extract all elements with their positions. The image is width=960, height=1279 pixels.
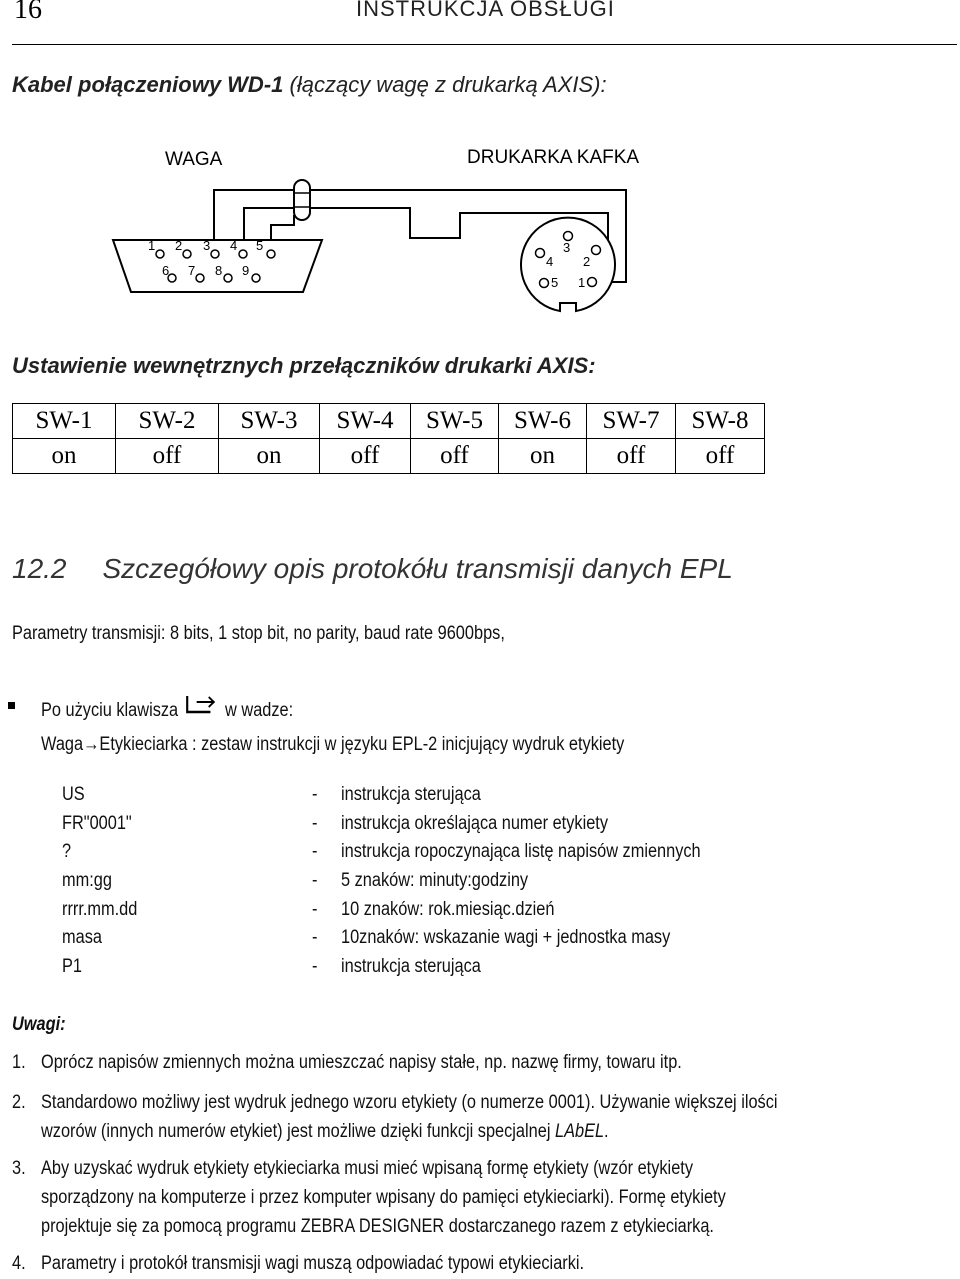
db9-pin-3-label: 3 bbox=[203, 238, 211, 253]
cable-title-bold: Kabel połączeniowy WD-1 bbox=[12, 72, 284, 97]
bullet-marker bbox=[8, 702, 15, 709]
din-pin-3-label: 3 bbox=[563, 240, 571, 255]
note-italic-term: LAbEL bbox=[554, 1121, 605, 1142]
switch-value: off bbox=[320, 439, 411, 474]
switch-table bbox=[12, 403, 765, 474]
note-tail: . bbox=[604, 1121, 609, 1142]
command-term: FR"0001" bbox=[62, 813, 132, 834]
command-desc: instrukcja określająca numer etykiety bbox=[341, 813, 609, 834]
key-usage-line bbox=[41, 692, 293, 722]
din-pin-5-label: 5 bbox=[551, 275, 559, 290]
command-dash: - bbox=[312, 899, 318, 920]
command-desc: 10znaków: wskazanie wagi + jednostka masy bbox=[341, 927, 671, 948]
db9-pin-9-label: 9 bbox=[242, 263, 250, 278]
switch-value: on bbox=[219, 439, 320, 474]
db9-pin-7-label: 7 bbox=[188, 263, 196, 278]
switch-value: off bbox=[116, 439, 219, 474]
note-text-line-with-italic bbox=[41, 1121, 609, 1143]
cable-title bbox=[12, 72, 607, 98]
switch-value: off bbox=[676, 439, 765, 474]
cable-shield bbox=[294, 180, 310, 220]
command-desc: instrukcja sterująca bbox=[341, 956, 481, 977]
din-pin-4-label: 4 bbox=[546, 254, 554, 269]
note-text-line: Parametry i protokół transmisji wagi muszą odpowiadać typowi etykieciarki. bbox=[41, 1253, 585, 1274]
note-text-line: projektuje się za pomocą programu ZEBRA DESIGNER dostarczanego razem z etykieciarką. bbox=[41, 1216, 714, 1237]
note-number: 1. bbox=[12, 1052, 26, 1073]
header-rule bbox=[12, 44, 957, 45]
note-number: 4. bbox=[12, 1253, 26, 1274]
switch-value: on bbox=[13, 439, 116, 474]
section-title: Szczegółowy opis protokółu transmisji danych EPL bbox=[102, 553, 733, 584]
flow-to: Etykieciarka : zestaw instrukcji w języku EPL-2 inicjujący wydruk etykiety bbox=[99, 734, 625, 755]
switch-value: off bbox=[411, 439, 499, 474]
switch-header: SW-6 bbox=[499, 404, 587, 439]
switch-header: SW-1 bbox=[13, 404, 116, 439]
section-number: 12.2 bbox=[12, 553, 67, 584]
command-term: ? bbox=[62, 841, 72, 862]
command-dash: - bbox=[312, 927, 318, 948]
db9-pin-4-label: 4 bbox=[230, 238, 238, 253]
switch-value-row bbox=[13, 439, 765, 474]
switch-header: SW-8 bbox=[676, 404, 765, 439]
note-number: 3. bbox=[12, 1158, 26, 1179]
command-dash: - bbox=[312, 841, 318, 862]
key-usage-post: w wadze: bbox=[225, 700, 294, 721]
note-text-line: sporządzony na komputerze i przez komputer wpisany do pamięci etykieciarki). Formę etykiety bbox=[41, 1187, 726, 1208]
label-drukarka: DRUKARKA KAFKA bbox=[467, 147, 640, 168]
switch-header-row bbox=[13, 404, 765, 439]
page-header-title: INSTRUKCJA OBSŁUGI bbox=[356, 0, 615, 21]
command-desc: instrukcja sterująca bbox=[341, 784, 481, 805]
switch-header: SW-4 bbox=[320, 404, 411, 439]
command-dash: - bbox=[312, 813, 318, 834]
command-term: US bbox=[62, 784, 85, 805]
command-dash: - bbox=[312, 870, 318, 891]
notes-title: Uwagi: bbox=[12, 1014, 66, 1035]
switch-header: SW-2 bbox=[116, 404, 219, 439]
switch-header: SW-5 bbox=[411, 404, 499, 439]
db9-pin-6-label: 6 bbox=[162, 263, 170, 278]
command-term: mm:gg bbox=[62, 870, 112, 891]
db9-pin-8-label: 8 bbox=[215, 263, 223, 278]
cable-title-rest: (łączący wagę z drukarką AXIS): bbox=[283, 72, 607, 97]
command-desc: 5 znaków: minuty:godziny bbox=[341, 870, 529, 891]
key-usage-pre: Po użyciu klawisza bbox=[41, 700, 179, 721]
command-desc: 10 znaków: rok.miesiąc.dzień bbox=[341, 899, 555, 920]
command-term: P1 bbox=[62, 956, 82, 977]
command-term: masa bbox=[62, 927, 102, 948]
db9-pin-1-label: 1 bbox=[148, 238, 156, 253]
din-pin-2-label: 2 bbox=[583, 254, 591, 269]
command-dash: - bbox=[312, 956, 318, 977]
note-text-line: Standardowo możliwy jest wydruk jednego wzoru etykiety (o numerze 0001). Używanie większej ilości bbox=[41, 1092, 778, 1113]
switch-value: on bbox=[499, 439, 587, 474]
switch-header: SW-3 bbox=[219, 404, 320, 439]
print-key-icon bbox=[184, 692, 218, 718]
switch-header: SW-7 bbox=[587, 404, 676, 439]
arrow-right-icon: → bbox=[83, 734, 100, 755]
transmission-params: Parametry transmisji: 8 bits, 1 stop bit, no parity, baud rate 9600bps, bbox=[12, 623, 505, 644]
section-heading bbox=[12, 553, 733, 585]
note-number: 2. bbox=[12, 1092, 26, 1113]
command-desc: instrukcja ropoczynająca listę napisów zmiennych bbox=[341, 841, 701, 862]
flow-line bbox=[41, 734, 624, 756]
db9-pin-2-label: 2 bbox=[175, 238, 183, 253]
db9-pin-5-label: 5 bbox=[256, 238, 264, 253]
switches-title: Ustawienie wewnętrznych przełączników drukarki AXIS: bbox=[12, 353, 596, 378]
label-waga: WAGA bbox=[165, 149, 223, 170]
din-pin-1-label: 1 bbox=[578, 275, 586, 290]
note-text-line: Aby uzyskać wydruk etykiety etykieciarka musi mieć wpisaną formę etykiety (wzór etykiety bbox=[41, 1158, 694, 1179]
command-dash: - bbox=[312, 784, 318, 805]
flow-from: Waga bbox=[41, 734, 84, 755]
note-text-line: wzorów (innych numerów etykiet) jest możliwe dzięki funkcji specjalnej bbox=[41, 1121, 555, 1142]
page-number: 16 bbox=[14, 0, 42, 25]
cable-wiring-diagram bbox=[0, 130, 960, 330]
note-text-line: Oprócz napisów zmiennych można umieszczać napisy stałe, np. nazwę firmy, towaru itp. bbox=[41, 1052, 682, 1073]
command-term: rrrr.mm.dd bbox=[62, 899, 138, 920]
switch-value: off bbox=[587, 439, 676, 474]
